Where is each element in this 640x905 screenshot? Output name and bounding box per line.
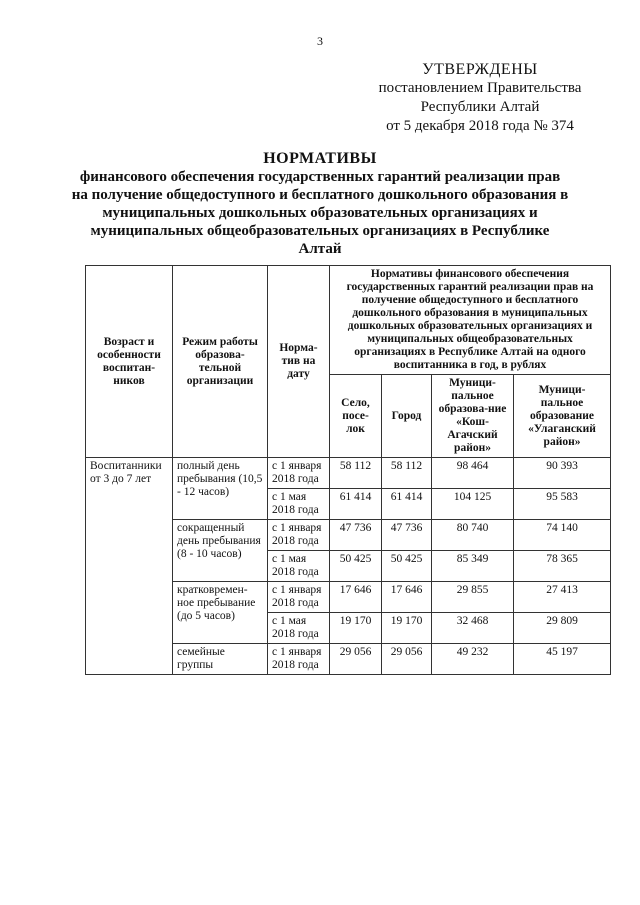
value-cell: 27 413 xyxy=(514,582,611,613)
value-cell: 47 736 xyxy=(382,520,432,551)
value-cell: 78 365 xyxy=(514,551,611,582)
value-cell: 58 112 xyxy=(382,458,432,489)
value-cell: 17 646 xyxy=(330,582,382,613)
value-cell: 104 125 xyxy=(432,489,514,520)
date-cell: с 1 мая 2018 года xyxy=(268,489,330,520)
value-cell: 29 809 xyxy=(514,613,611,644)
mode-cell: сокращенный день пребывания (8 - 10 часов) xyxy=(173,520,268,582)
value-cell: 80 740 xyxy=(432,520,514,551)
approval-block xyxy=(360,60,600,136)
date-cell: с 1 января 2018 года xyxy=(268,644,330,675)
date-cell: с 1 января 2018 года xyxy=(268,458,330,489)
value-cell: 98 464 xyxy=(432,458,514,489)
value-cell: 74 140 xyxy=(514,520,611,551)
title-subtitle: финансового обеспечения государственных гарантий реализации прав на получение общедоступного и бесплатного дошкольного образования в муниципальных дошкольных образовательных организациях и муниципальных общеобразовательных организациях в Республике Алтай xyxy=(71,169,569,257)
value-cell: 61 414 xyxy=(382,489,432,520)
value-cell: 29 056 xyxy=(330,644,382,675)
date-cell: с 1 января 2018 года xyxy=(268,582,330,613)
date-cell: с 1 января 2018 года xyxy=(268,520,330,551)
header-age: Возраст и особенности воспитан-ников xyxy=(86,266,173,458)
value-cell: 95 583 xyxy=(514,489,611,520)
value-cell: 50 425 xyxy=(330,551,382,582)
age-group-cell: Воспитанники от 3 до 7 лет xyxy=(86,458,173,675)
document-title xyxy=(70,150,570,258)
header-selo: Село, посе-лок xyxy=(330,375,382,458)
date-cell: с 1 мая 2018 года xyxy=(268,551,330,582)
mode-cell: семейные группы xyxy=(173,644,268,675)
value-cell: 17 646 xyxy=(382,582,432,613)
value-cell: 58 112 xyxy=(330,458,382,489)
value-cell: 61 414 xyxy=(330,489,382,520)
approval-line-2: Республики Алтай xyxy=(420,99,540,115)
approval-line-1: постановлением Правительства xyxy=(378,80,582,96)
value-cell: 47 736 xyxy=(330,520,382,551)
header-mode: Режим работы образова-тельной организации xyxy=(173,266,268,458)
header-ulagan: Муници-пальное образование «Улаганский район» xyxy=(514,375,611,458)
value-cell: 45 197 xyxy=(514,644,611,675)
value-cell: 49 232 xyxy=(432,644,514,675)
norms-table xyxy=(85,265,611,675)
table-row xyxy=(86,458,611,489)
value-cell: 29 056 xyxy=(382,644,432,675)
value-cell: 19 170 xyxy=(330,613,382,644)
value-cell: 90 393 xyxy=(514,458,611,489)
value-cell: 19 170 xyxy=(382,613,432,644)
header-group: Нормативы финансового обеспечения государственных гарантий реализации прав на получение общедоступного и бесплатного дошкольного образования в муниципальных дошкольных образовательных организациях и муниципальных общеобразовательных организациях в Республике Алтай на одного воспитанника в год, в рублях xyxy=(330,266,611,375)
header-norm-date: Норма-тив на дату xyxy=(268,266,330,458)
value-cell: 32 468 xyxy=(432,613,514,644)
date-cell: с 1 мая 2018 года xyxy=(268,613,330,644)
header-gorod: Город xyxy=(382,375,432,458)
title-main: НОРМАТИВЫ xyxy=(263,150,377,167)
header-kosh: Муници-пальное образова-ние «Кош-Агачский район» xyxy=(432,375,514,458)
approval-heading: УТВЕРЖДЕНЫ xyxy=(422,61,538,78)
value-cell: 29 855 xyxy=(432,582,514,613)
mode-cell: кратковремен-ное пребывание (до 5 часов) xyxy=(173,582,268,644)
mode-cell: полный день пребывания (10,5 - 12 часов) xyxy=(173,458,268,520)
value-cell: 50 425 xyxy=(382,551,432,582)
value-cell: 85 349 xyxy=(432,551,514,582)
page-number: 3 xyxy=(317,34,323,48)
approval-line-3: от 5 декабря 2018 года № 374 xyxy=(386,118,574,134)
